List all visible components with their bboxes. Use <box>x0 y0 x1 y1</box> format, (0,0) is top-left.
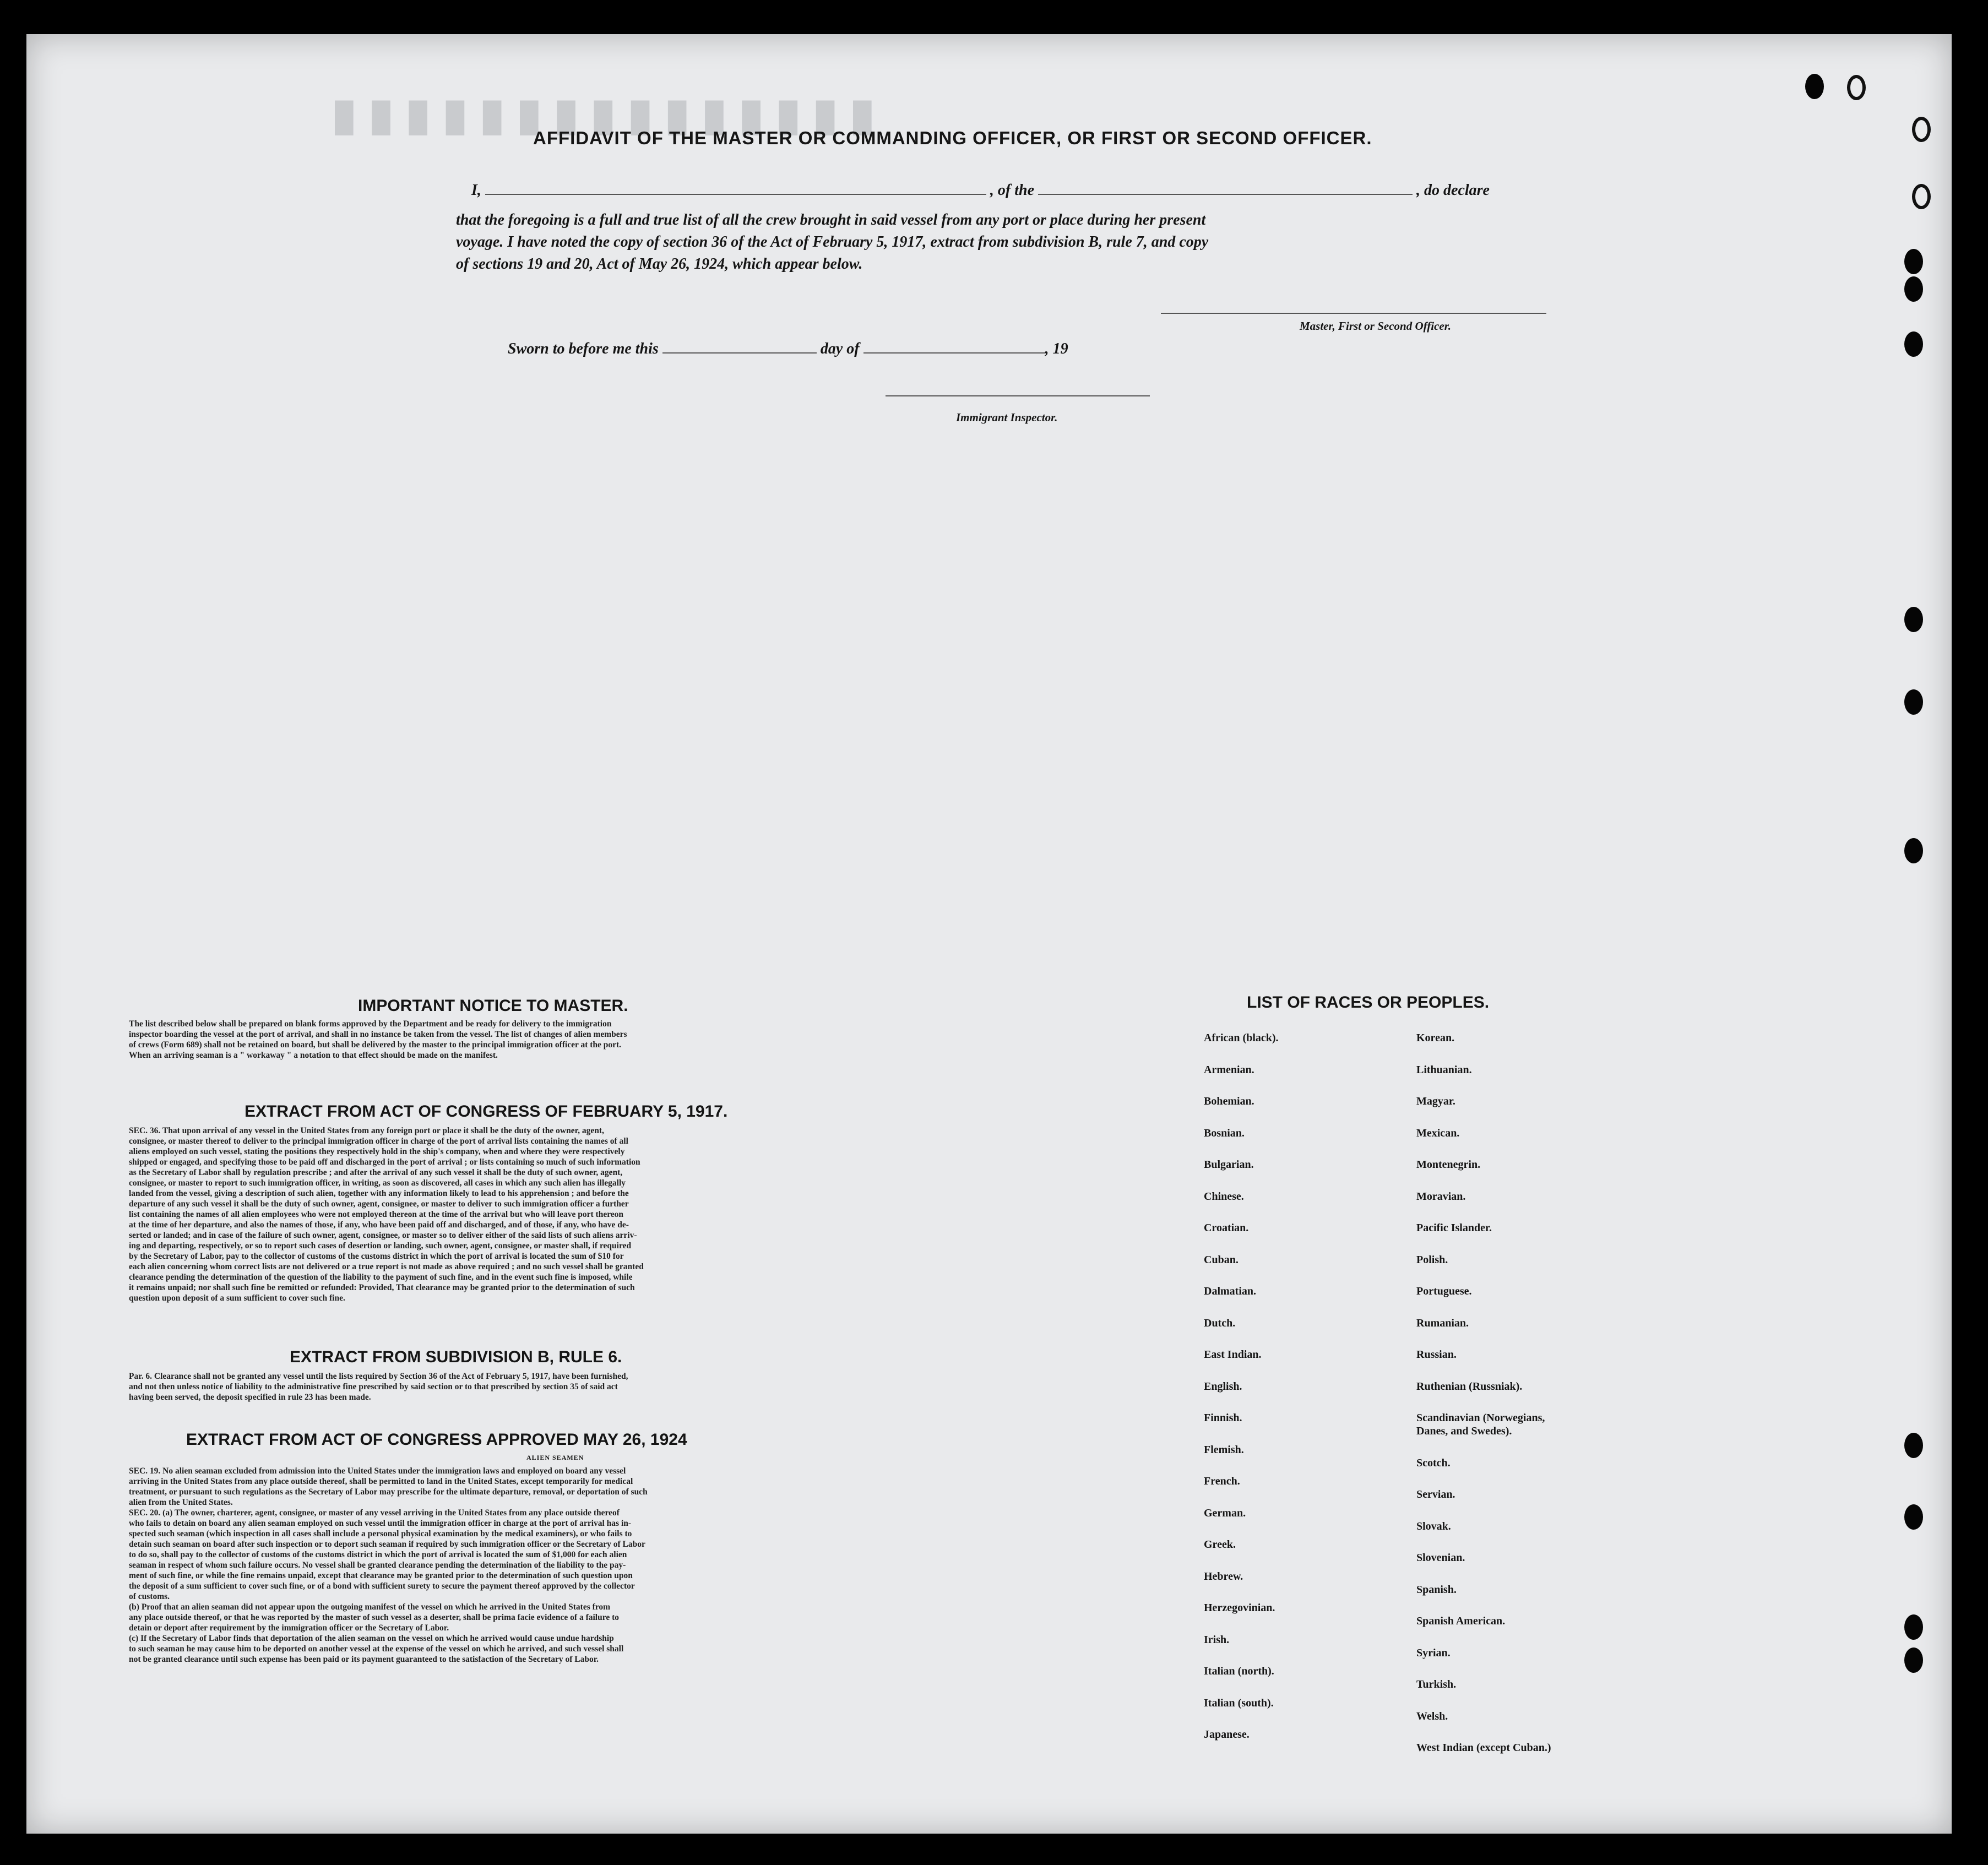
race-item: Dutch. <box>1204 1317 1236 1329</box>
race-item: Irish. <box>1204 1633 1230 1646</box>
extract-1924-text-line: spected such seaman (which inspection in all cases shall include a personal physical examination by the medical examiners), or who fails to <box>129 1529 632 1538</box>
extract-1917-text-line: landed from the vessel, giving a description of such alien, together with any information likely to lead to his apprehension ; and before the <box>129 1189 629 1198</box>
race-item: Armenian. <box>1204 1063 1254 1076</box>
extract-1917-text-line: list containing the names of all alien employees who were not employed thereon at the time of the arrival but who will leave port thereon <box>129 1210 624 1219</box>
extract-1917-text-line: it remains unpaid; nor shall such fine be remitted or refunded: Provided, That clearance may be granted prior to the determination of such <box>129 1283 635 1292</box>
day-of-label: day of <box>820 340 860 357</box>
race-item: African (black). <box>1204 1032 1279 1044</box>
race-item: English. <box>1204 1380 1242 1393</box>
manifest-sheet <box>26 34 1952 1834</box>
year-label: , 19 <box>1045 340 1068 357</box>
extract-1924-subtitle: ALIEN SEAMEN <box>526 1454 584 1461</box>
race-item: German. <box>1204 1507 1246 1519</box>
races-title: LIST OF RACES OR PEOPLES. <box>1247 993 1490 1012</box>
extract-1924-text-line: detain or deport after requirement by the immigration officer or the Secretary of Labor. <box>129 1623 449 1633</box>
race-item: Korean. <box>1416 1032 1455 1044</box>
affidavit-text-line-3: voyage. I have noted the copy of section 36 of the Act of February 5, 1917, extract from subdivision B, rule 7, and copy <box>456 233 1209 251</box>
race-item: Chinese. <box>1204 1190 1244 1203</box>
sworn-month-blank[interactable] <box>863 340 1045 354</box>
race-item: Danes, and Swedes). <box>1416 1425 1512 1437</box>
extract-1924-text-line: SEC. 19. No alien seaman excluded from admission into the United States under the immigration laws and employed on board any vessel <box>129 1466 626 1476</box>
affidavit-text-line-2: that the foregoing is a full and true list of all the crew brought in said vessel from any port or place during her present <box>456 211 1206 229</box>
inspector-signature-label: Immigrant Inspector. <box>956 411 1058 424</box>
master-signature-line[interactable] <box>1161 313 1546 314</box>
notice-body <box>129 1019 960 1061</box>
race-item: Rumanian. <box>1416 1317 1469 1329</box>
race-item: Moravian. <box>1416 1190 1466 1203</box>
extract-1924-body <box>129 1466 960 1665</box>
race-item: Welsh. <box>1416 1710 1448 1722</box>
race-item: Pacific Islander. <box>1416 1222 1492 1234</box>
punch-hole-icon <box>1847 75 1866 100</box>
race-item: Dalmatian. <box>1204 1285 1256 1297</box>
punch-hole-icon <box>1904 1647 1923 1673</box>
sworn-label: Sworn to before me this <box>508 340 659 357</box>
race-item: Turkish. <box>1416 1678 1457 1690</box>
extract-1924-text-line: seaman in respect of whom such failure occurs. No vessel shall be granted clearance pending the determination of the liability to the pay- <box>129 1560 626 1570</box>
race-item: Ruthenian (Russniak). <box>1416 1380 1523 1393</box>
race-item: Slovenian. <box>1416 1552 1465 1564</box>
race-item: Cuban. <box>1204 1253 1239 1266</box>
punch-hole-icon <box>1904 838 1923 863</box>
extract-1924-text-line: any place outside thereof, or that he was reported by the master of such vessel as a deserter, shall be prima facie evidence of a failure to <box>129 1613 619 1622</box>
punch-hole-icon <box>1904 689 1923 715</box>
race-item: Croatian. <box>1204 1222 1249 1234</box>
extract-rule6-body <box>129 1371 960 1402</box>
race-item: Japanese. <box>1204 1728 1250 1741</box>
affidavit-of-the-label: , of the <box>990 182 1035 199</box>
sworn-line <box>508 340 1068 358</box>
race-item: Flemish. <box>1204 1443 1244 1456</box>
race-item: Bohemian. <box>1204 1095 1254 1107</box>
extract-1917-text-line: each alien concerning whom correct lists are not delivered or a true report is not made as above required ; and no such vessel shall be granted <box>129 1262 644 1271</box>
master-name-blank[interactable] <box>485 182 986 195</box>
master-signature-label: Master, First or Second Officer. <box>1300 319 1451 333</box>
extract-rule6-title: EXTRACT FROM SUBDIVISION B, RULE 6. <box>290 1348 622 1366</box>
punch-hole-icon <box>1904 1504 1923 1530</box>
race-item: Finnish. <box>1204 1412 1242 1424</box>
race-item: Polish. <box>1416 1253 1448 1266</box>
race-item: Servian. <box>1416 1488 1455 1500</box>
extract-1917-body <box>129 1125 960 1303</box>
punch-hole-icon <box>1912 117 1931 142</box>
punch-hole-icon <box>1904 1433 1923 1458</box>
race-item: Greek. <box>1204 1538 1236 1551</box>
race-item: Mexican. <box>1416 1127 1460 1139</box>
affidavit-title: AFFIDAVIT OF THE MASTER OR COMMANDING OFFICER, OR FIRST OR SECOND OFFICER. <box>533 128 1372 148</box>
extract-1917-text-line: clearance pending the determination of the question of the liability to the payment of such fine, and in the event such fine is imposed, while <box>129 1273 633 1282</box>
extract-1924-text-line: (c) If the Secretary of Labor finds that deportation of the alien seaman on the vessel on which he arrived would cause undue hardship <box>129 1634 614 1643</box>
race-item: French. <box>1204 1475 1240 1487</box>
extract-rule6-text-line: having been served, the deposit specified in rule 23 has been made. <box>129 1393 371 1402</box>
race-item: Bulgarian. <box>1204 1159 1254 1171</box>
extract-1924-text-line: of customs. <box>129 1592 170 1601</box>
race-item: East Indian. <box>1204 1349 1262 1361</box>
affidavit-declare-label: , do declare <box>1416 182 1490 199</box>
extract-1917-text-line: at the time of her departure, and also the names of those, if any, who have been paid off and discharged, and of those, if any, who have de- <box>129 1220 629 1230</box>
notice-text-line: The list described below shall be prepared on blank forms approved by the Department and be ready for delivery to the immigration <box>129 1019 612 1029</box>
race-item: Russian. <box>1416 1349 1457 1361</box>
extract-1917-text-line: aliens employed on such vessel, stating the positions they respectively hold in the ship's company, when and where they were respectively <box>129 1147 625 1156</box>
race-item: Syrian. <box>1416 1646 1451 1659</box>
extract-1924-text-line: not be granted clearance until such expense has been paid or its payment guaranteed to the satisfaction of the Secretary of Labor. <box>129 1655 599 1664</box>
extract-1924-text-line: treatment, or pursuant to such regulations as the Secretary of Labor may prescribe for the ultimate departure, removal, or deportation of such <box>129 1487 648 1497</box>
punch-hole-icon <box>1904 331 1923 357</box>
race-item: Montenegrin. <box>1416 1159 1481 1171</box>
race-item: Spanish. <box>1416 1583 1457 1596</box>
extract-1924-text-line: SEC. 20. (a) The owner, charterer, agent, consignee, or master of any vessel arriving in the United States from any place outside thereof <box>129 1508 620 1518</box>
extract-1924-text-line: to such seaman he may cause him to be deported on another vessel at the expense of the vessel on which he arrived, and such vessel shall <box>129 1644 624 1654</box>
extract-1924-text-line: the deposit of a sum sufficient to cover such fine, or of a bond with sufficient surety to secure the payment thereof approved by the collector <box>129 1581 635 1591</box>
extract-1917-text-line: consignee, or master thereof to deliver to the principal immigration officer in charge of the port of arrival lists containing the names of all <box>129 1137 628 1146</box>
affidavit-text-line-4: of sections 19 and 20, Act of May 26, 1924, which appear below. <box>456 255 863 273</box>
race-item: Slovak. <box>1416 1520 1451 1532</box>
punch-hole-icon <box>1805 74 1824 99</box>
race-item: Scandinavian (Norwegians, <box>1416 1412 1545 1424</box>
race-item: Italian (south). <box>1204 1697 1274 1709</box>
extract-1924-text-line: who fails to detain on board any alien seaman employed on such vessel until the immigration officer in charge at the port of arrival has in- <box>129 1519 632 1528</box>
punch-hole-icon <box>1904 276 1923 302</box>
extract-1917-title: EXTRACT FROM ACT OF CONGRESS OF FEBRUARY 5, 1917. <box>245 1102 728 1121</box>
affidavit-i-label: I, <box>471 182 481 199</box>
race-item: Spanish American. <box>1416 1615 1506 1627</box>
vessel-name-blank[interactable] <box>1038 182 1413 195</box>
race-item: West Indian (except Cuban.) <box>1416 1742 1551 1754</box>
extract-1917-text-line: consignee, or master to report to such immigration officer, in writing, as soon as discovered, all cases in which any such alien has illegally <box>129 1178 626 1188</box>
race-item: Bosnian. <box>1204 1127 1245 1139</box>
race-item: Portuguese. <box>1416 1285 1472 1297</box>
extract-rule6-text-line: Par. 6. Clearance shall not be granted any vessel until the lists required by Section 36 of the Act of February 5, 1917, have been furnished, <box>129 1372 628 1381</box>
extract-1924-text-line: detain such seaman on board after such inspection or to deport such seaman if required by such immigration officer or the Secretary of Labor <box>129 1540 645 1549</box>
punch-hole-icon <box>1912 184 1931 209</box>
sworn-day-blank[interactable] <box>662 340 817 354</box>
extract-1917-text-line: as the Secretary of Labor shall by regulation prescribe ; and after the arrival of any such vessel it shall be the duty of such owner, agent, <box>129 1168 623 1177</box>
extract-1917-text-line: SEC. 36. That upon arrival of any vessel in the United States from any foreign port or place it shall be the duty of the owner, agent, <box>129 1126 604 1135</box>
extract-1917-text-line: serted or landed; and in case of the failure of such owner, agent, consignee, or master so to deliver either of the said lists of such aliens arriv- <box>129 1231 637 1240</box>
extract-1924-text-line: arriving in the United States from any place outside thereof, shall be permitted to land in the United States, except temporarily for medical <box>129 1477 633 1486</box>
race-item: Magyar. <box>1416 1095 1455 1107</box>
race-item: Hebrew. <box>1204 1570 1243 1583</box>
extract-1924-text-line: ment of such fine, or while the fine remains unpaid, except that clearance may be granted prior to the determination of such question upon <box>129 1571 633 1580</box>
notice-text-line: of crews (Form 689) shall not be retained on board, but shall be delivered by the master to the principal immigration officer at the port. <box>129 1040 622 1050</box>
extract-1917-text-line: question upon deposit of a sum sufficient to cover such fine. <box>129 1293 345 1303</box>
extract-1917-text-line: departure of any such vessel it shall be the duty of such owner, agent, consignee, or master to deliver to such immigration officer a further <box>129 1199 629 1209</box>
notice-text-line: inspector boarding the vessel at the port of arrival, and shall in no instance be taken from the vessel. The list of changes of alien members <box>129 1030 627 1039</box>
extract-rule6-text-line: and not then unless notice of liability to the administrative fine prescribed by said section or to that prescribed by section 35 of said act <box>129 1382 618 1391</box>
race-item: Italian (north). <box>1204 1665 1274 1677</box>
extract-1924-text-line: (b) Proof that an alien seaman did not appear upon the outgoing manifest of the vessel on which he arrived in the United States from <box>129 1602 611 1612</box>
extract-1924-text-line: to do so, shall pay to the collector of customs of the customs district in which the port of arrival is located the sum of $1,000 for each alien <box>129 1550 627 1559</box>
race-item: Scotch. <box>1416 1456 1451 1469</box>
punch-hole-icon <box>1904 249 1923 274</box>
extract-1924-title: EXTRACT FROM ACT OF CONGRESS APPROVED MAY 26, 1924 <box>186 1431 687 1449</box>
punch-hole-icon <box>1904 1614 1923 1640</box>
inspector-signature-line[interactable] <box>886 395 1150 396</box>
race-item: Herzegovinian. <box>1204 1602 1275 1614</box>
extract-1917-text-line: ing and departing, respectively, or so to report such cases of desertion or landing, such owner, agent, consignee, or master shall, if required <box>129 1241 632 1250</box>
extract-1917-text-line: by the Secretary of Labor, pay to the collector of customs of the customs district in which the port of arrival is located the sum of $10 for <box>129 1252 624 1261</box>
affidavit-declaration-line <box>471 182 1490 199</box>
extract-1924-text-line: alien from the United States. <box>129 1498 233 1507</box>
extract-1917-text-line: shipped or engaged, and specifying those to be paid off and discharged in the port of arrival ; or lists containing so much of such information <box>129 1157 640 1167</box>
notice-text-line: When an arriving seaman is a " workaway " a notation to that effect should be made on the manifest. <box>129 1051 498 1060</box>
race-item: Lithuanian. <box>1416 1063 1472 1076</box>
notice-title: IMPORTANT NOTICE TO MASTER. <box>358 997 628 1015</box>
bleed-through-heading: █ █ █ █ █ █ █ █ █ █ █ █ █ █ █ <box>335 100 872 135</box>
punch-hole-icon <box>1904 607 1923 632</box>
